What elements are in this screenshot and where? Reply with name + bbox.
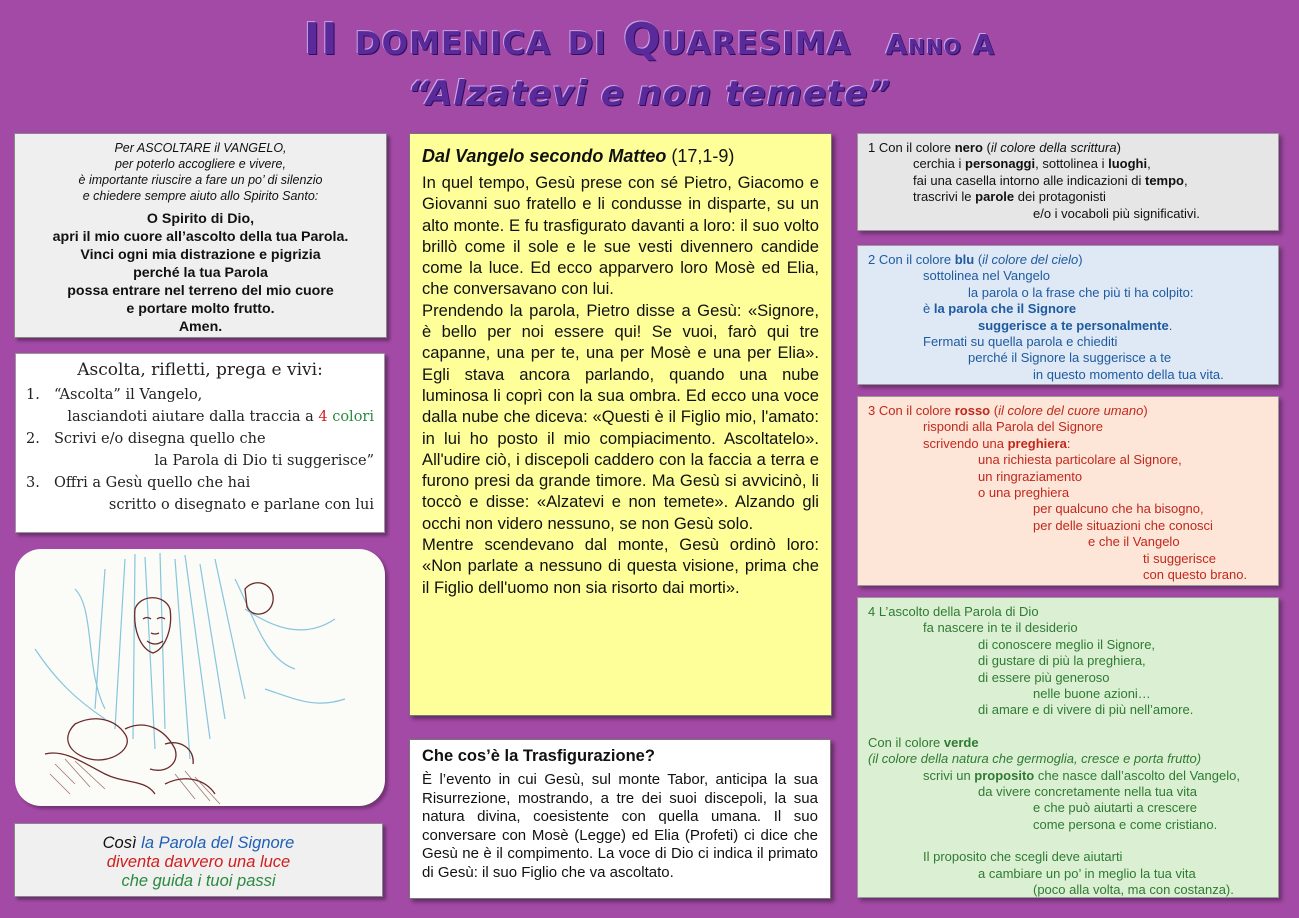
color-line: di gustare di più la preghiera, xyxy=(978,653,1146,669)
color-word: rosso xyxy=(954,403,991,418)
transfiguration-text: È l’evento in cui Gesù, sul monte Tabor, anticipa la sua Risurrezione, mostrando, a tre dei suoi discepoli, la sua natura divina, coesistente con quella umana. Il suo conversare con Mosè (Legge) ed Elia (Profeti) ci dice che Gesù ne è il compimento. La voce di Dio ci indica il primato di Gesù: il suo Figlio che va ascoltato. xyxy=(422,771,818,881)
text: 3 Con il colore xyxy=(868,403,955,418)
color-line: di amare e di vivere di più nell’amore. xyxy=(978,702,1194,718)
text: ) xyxy=(1143,403,1148,418)
step-2-cont: la Parola di Dio ti suggerisce” xyxy=(154,453,374,469)
color-line: per qualcuno che ha bisogno, xyxy=(1033,501,1204,517)
prayer-line: Vinci ogni mia distrazione e pigrizia xyxy=(80,247,321,263)
prayer-intro xyxy=(21,140,380,204)
transfiguration-title: Che cos’è la Trasfigurazione? xyxy=(422,747,655,765)
color-line: e che può aiutarti a crescere xyxy=(1033,800,1198,816)
steps-box xyxy=(15,353,385,533)
intro-line: per poterlo accogliere e vivere, xyxy=(115,157,286,171)
color-line xyxy=(868,403,1268,419)
prayer-line: apri il mio cuore all’ascolto della tua Parola. xyxy=(52,229,349,245)
keyword: proposito xyxy=(974,767,1035,783)
transfiguration-sketch xyxy=(15,549,385,806)
transfiguration-box xyxy=(409,739,831,899)
prayer-text xyxy=(21,210,380,336)
step-number: 1. xyxy=(26,387,40,403)
title-year: Anno A xyxy=(885,28,996,61)
intro-line: Per ASCOLTARE il VANGELO, xyxy=(114,141,287,155)
steps-heading: Ascolta, rifletti, prega e vivi: xyxy=(77,360,323,380)
gospel-box xyxy=(409,133,832,716)
text: cerchia i xyxy=(913,156,966,172)
step-four: 4 xyxy=(318,409,328,425)
color-line: fa nascere in te il desiderio xyxy=(923,620,1078,636)
intro-line: è importante riuscire a fare un po’ di silenzio xyxy=(78,173,323,187)
color-line: un ringraziamento xyxy=(978,468,1083,484)
text: trascrivi le xyxy=(913,189,976,205)
color-black-box xyxy=(857,133,1279,231)
color-line: Fermati su quella parola e chiediti xyxy=(923,334,1118,350)
color-green-box xyxy=(857,597,1279,898)
text: ( xyxy=(974,252,983,267)
color-line: o una preghiera xyxy=(978,485,1070,501)
keyword: preghiera xyxy=(1007,435,1067,451)
color-meaning: il colore del cielo xyxy=(982,252,1079,267)
color-red-box xyxy=(857,396,1279,586)
color-word: blu xyxy=(954,252,975,267)
color-meaning: il colore della scrittura xyxy=(990,140,1117,155)
color-line xyxy=(868,140,1268,156)
gospel-reference: (17,1-9) xyxy=(671,146,735,166)
prayer-line: O Spirito di Dio, xyxy=(146,211,255,227)
color-line: per delle situazioni che conosci xyxy=(1033,517,1213,533)
color-line: una richiesta particolare al Signore, xyxy=(978,452,1182,468)
color-line: ti suggerisce xyxy=(1143,550,1216,566)
sketch-drawing xyxy=(15,549,385,806)
step-colori: colori xyxy=(327,409,374,425)
closing-highlight: la Parola del Signore xyxy=(141,834,295,852)
page-title xyxy=(0,14,1299,65)
color-line: con questo brano. xyxy=(1143,567,1248,583)
gospel-paragraph: Mentre scendevano dal monte, Gesù ordinò loro: «Non parlate a nessuno di questa visione, prima che il Figlio dell'uomo non sia risorto dai morti». xyxy=(422,535,819,597)
keyword: la parola che il Signore xyxy=(933,301,1077,317)
color-line xyxy=(868,751,1268,767)
color-line: (poco alla volta, ma con costanza). xyxy=(1033,882,1234,898)
keyword: personaggi xyxy=(965,156,1036,172)
color-line: sottolinea nel Vangelo xyxy=(923,268,1050,284)
closing-text: Così xyxy=(102,834,142,852)
closing-line-3: che guida i tuoi passi xyxy=(121,872,276,890)
color-line xyxy=(868,189,1268,205)
color-line xyxy=(868,768,1268,784)
color-line xyxy=(868,173,1268,189)
text: ( xyxy=(982,140,991,155)
color-meaning: (il colore della natura che germoglia, cresce e porta frutto) xyxy=(868,751,1202,767)
prayer-line: perché la tua Parola xyxy=(133,265,268,281)
text: fai una casella intorno alle indicazioni di xyxy=(913,172,1145,188)
text: 2 Con il colore xyxy=(868,252,955,267)
step-1 xyxy=(26,384,374,406)
color-line xyxy=(868,252,1268,268)
color-line xyxy=(868,318,1268,334)
closing-line-2: diventa davvero una luce xyxy=(106,853,291,871)
step-2 xyxy=(26,428,374,450)
color-line: come persona e come cristiano. xyxy=(1033,816,1218,832)
color-line: in questo momento della tua vita. xyxy=(1033,366,1224,382)
step-number: 3. xyxy=(26,475,40,491)
text: 1 Con il colore xyxy=(868,140,955,155)
step-text: Offri a Gesù quello che hai xyxy=(54,475,251,491)
step-1-cont xyxy=(26,406,374,428)
step-3 xyxy=(26,472,374,494)
closing-box xyxy=(14,823,383,897)
text: , xyxy=(1183,172,1188,188)
text: ) xyxy=(1116,140,1121,155)
step-text: “Ascolta” il Vangelo, xyxy=(54,387,203,403)
color-blue-box xyxy=(857,245,1279,385)
closing-line-1 xyxy=(15,834,382,853)
page-subtitle: “Alzatevi e non temete” xyxy=(407,74,892,114)
gospel-heading xyxy=(422,146,819,167)
text: che nasce dall’ascolto del Vangelo, xyxy=(1034,767,1240,783)
intro-line: e chiedere sempre aiuto allo Spirito Santo: xyxy=(82,189,319,203)
step-text: lasciandoti aiutare dalla xyxy=(67,409,250,425)
color-line: da vivere concretamente nella tua vita xyxy=(978,784,1197,800)
step-number: 2. xyxy=(26,431,40,447)
text: , sottolinea i xyxy=(1035,156,1109,172)
spacer xyxy=(868,833,1268,849)
text: scrivi un xyxy=(923,767,975,783)
keyword: tempo xyxy=(1144,172,1184,188)
color-line: di essere più generoso xyxy=(978,669,1110,685)
color-line: rispondi alla Parola del Signore xyxy=(923,419,1103,435)
gospel-title: Dal Vangelo secondo Matteo xyxy=(422,146,667,166)
color-line: a cambiare un po’ in meglio la tua vita xyxy=(978,865,1196,881)
text: ( xyxy=(990,403,999,418)
spacer xyxy=(868,719,1268,735)
color-line: di conoscere meglio il Signore, xyxy=(978,636,1156,652)
prayer-line: possa entrare nel terreno del mio cuore xyxy=(67,283,334,299)
color-word: verde xyxy=(943,734,979,750)
color-line: e/o i vocaboli più significativi. xyxy=(1033,205,1200,221)
color-line xyxy=(868,156,1268,172)
keyword: parole xyxy=(975,189,1015,205)
gospel-paragraph: In quel tempo, Gesù prese con sé Pietro, Giacomo e Giovanni suo fratello e li condusse in disparte, su un alto monte. E fu trasfigurato davanti a loro: il suo volto brillò come il sole e le sue vesti divennero candide come la luce. Ed ecco apparvero loro Mosè ed Elia, che conversavano con lui. xyxy=(422,173,819,299)
color-word: nero xyxy=(954,140,983,155)
color-line: perché il Signore la suggerisce a te xyxy=(968,350,1172,366)
text: dei protagonisti xyxy=(1014,189,1106,205)
text: , xyxy=(1147,156,1151,172)
prayer-line: Amen. xyxy=(178,319,223,335)
color-line xyxy=(868,301,1268,317)
color-line: 4 L’ascolto della Parola di Dio xyxy=(868,604,1039,619)
keyword: luoghi xyxy=(1108,156,1148,172)
step-3-cont: scritto o disegnato e parlane con lui xyxy=(108,497,374,513)
text: : xyxy=(1066,435,1071,451)
title-main: II domenica di Quaresima xyxy=(303,14,852,65)
color-meaning: il colore del cuore umano xyxy=(998,403,1144,418)
text: ) xyxy=(1078,252,1083,267)
prayer-line: e portare molto frutto. xyxy=(126,301,275,317)
color-line: Il proposito che scegli deve aiutarti xyxy=(923,849,1123,865)
gospel-paragraph: Prendendo la parola, Pietro disse a Gesù: «Signore, è bello per noi essere qui! Se vuoi, farò qui tre capanne, una per te, una per Mosè e una per Elia». Egli stava ancora parlando, quando una nube luminosa li coprì con la sua ombra. Ed ecco una voce dalla nube che diceva: «Questi è il Figlio mio, l'amato: in lui ho posto il mio compiacimento. Ascoltatelo». All'udire ciò, i discepoli caddero con la faccia a terra e furono presi da grande timore. Ma Gesù si avvicinò, li toccò e disse: «Alzatevi e non temete». Alzando gli occhi non videro nessuno, se non Gesù solo. xyxy=(422,300,819,533)
text: . xyxy=(1168,317,1173,333)
color-line: la parola o la frase che più ti ha colpito: xyxy=(968,284,1194,300)
color-line: nelle buone azioni… xyxy=(1033,686,1151,702)
prayer-box xyxy=(14,133,387,338)
color-line xyxy=(868,436,1268,452)
step-traccia: traccia xyxy=(249,409,301,425)
text: è xyxy=(923,301,934,317)
text: scrivendo una xyxy=(923,435,1008,451)
step-text: a xyxy=(300,409,319,425)
color-line xyxy=(868,735,1268,751)
text: Con il colore xyxy=(868,734,944,750)
step-text: Scrivi e/o disegna quello che xyxy=(54,431,266,447)
keyword: suggerisce a te personalmente xyxy=(978,317,1169,333)
color-line: e che il Vangelo xyxy=(1088,534,1180,550)
